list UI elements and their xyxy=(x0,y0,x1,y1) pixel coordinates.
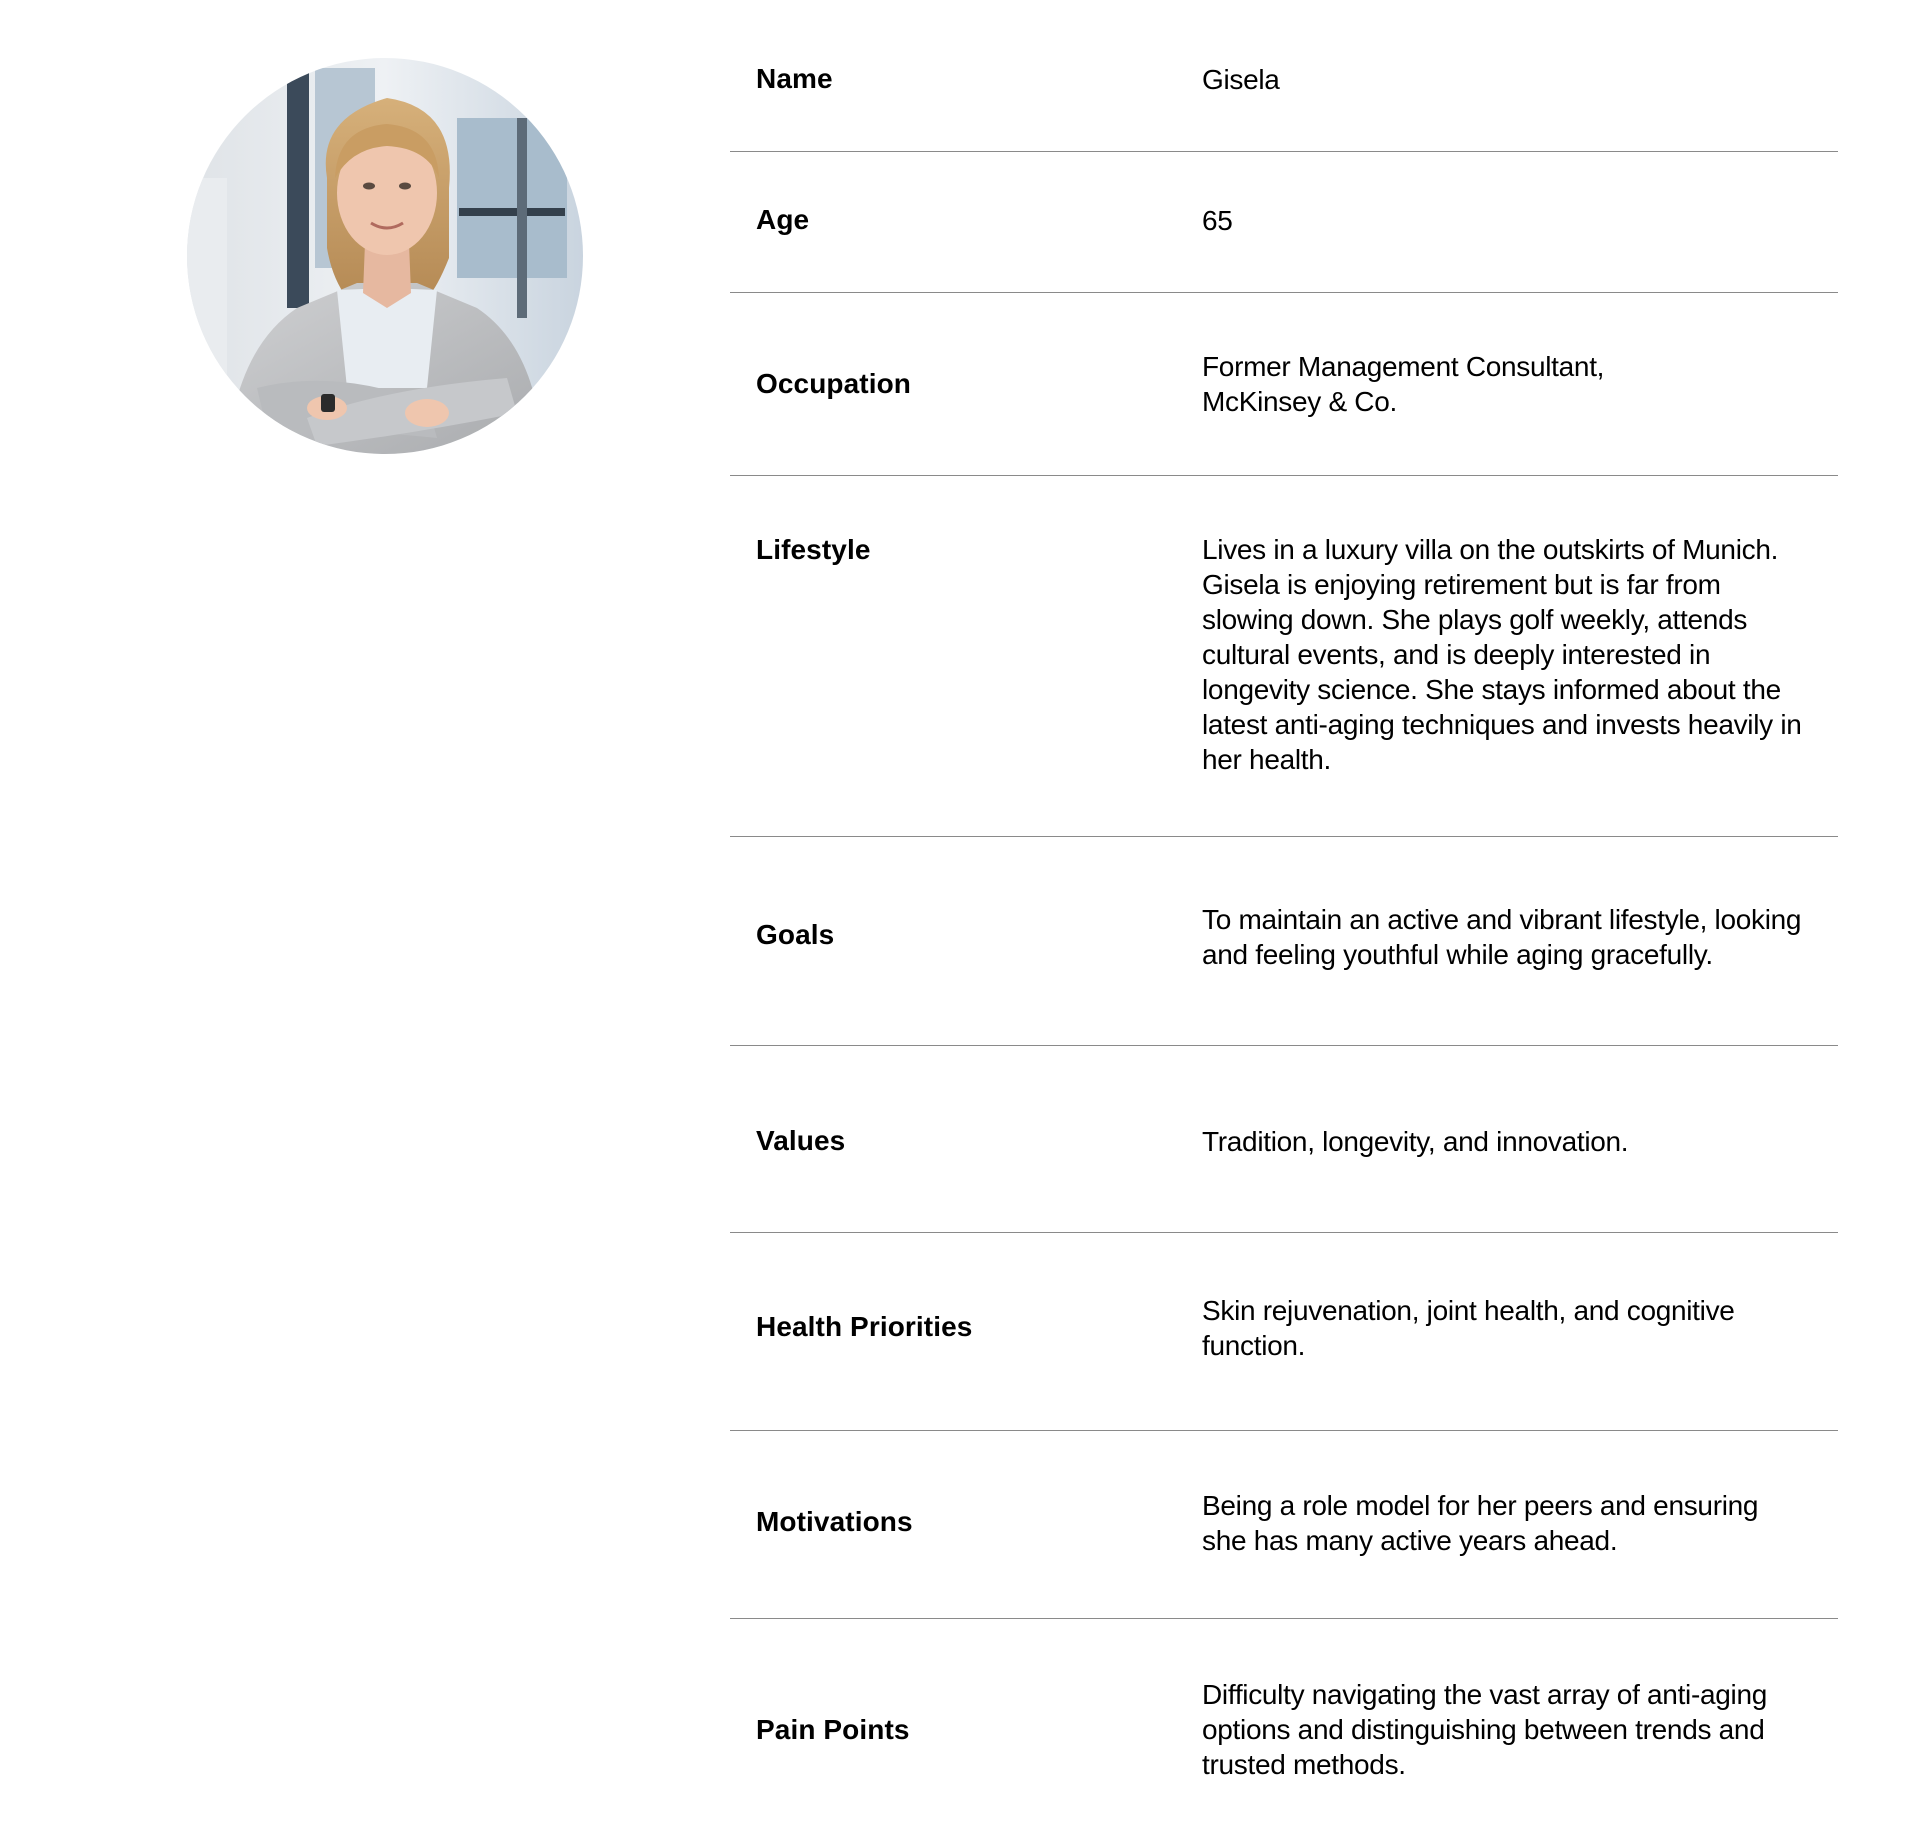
row-value: Skin rejuvenation, joint health, and cognitive function. xyxy=(1202,1295,1735,1361)
table-row-name xyxy=(730,24,1838,134)
row-value: Difficulty navigating the vast array of anti-aging options and distinguishing between trends and trusted methods. xyxy=(1202,1679,1768,1780)
row-label: Motivations xyxy=(756,1506,913,1537)
row-label: Health Priorities xyxy=(756,1311,973,1342)
row-value: To maintain an active and vibrant lifestyle, looking and feeling youthful while aging gracefully. xyxy=(1202,904,1802,970)
table-row-values xyxy=(730,1046,1838,1232)
woman-portrait-icon xyxy=(187,58,583,454)
table-row-occupation xyxy=(730,293,1838,475)
table-row-age xyxy=(730,152,1838,292)
table-row-goals xyxy=(730,837,1838,1045)
row-label: Goals xyxy=(756,919,835,950)
row-label: Lifestyle xyxy=(756,534,871,565)
table-row-motivations xyxy=(730,1431,1838,1618)
row-value: Gisela xyxy=(1202,64,1280,95)
profile-photo xyxy=(187,58,583,454)
row-value: Being a role model for her peers and ensuring she has many active years ahead. xyxy=(1202,1490,1759,1556)
row-value: 65 xyxy=(1202,205,1233,236)
row-label: Name xyxy=(756,63,833,94)
table-row-health-priorities xyxy=(730,1233,1838,1430)
row-label: Age xyxy=(756,204,810,235)
row-label: Pain Points xyxy=(756,1714,910,1745)
row-value: Former Management Consultant, McKinsey & Co. xyxy=(1202,351,1605,417)
table-row-lifestyle xyxy=(730,476,1838,836)
row-value: Tradition, longevity, and innovation. xyxy=(1202,1126,1629,1157)
row-label: Occupation xyxy=(756,368,912,399)
row-label: Values xyxy=(756,1125,846,1156)
row-value: Lives in a luxury villa on the outskirts of Munich. Gisela is enjoying retirement but is far from slowing down. She plays golf weekly, attends cultural events, and is deeply interested in longevity science. She stays informed about the latest anti-aging techniques and invests heavily in her health. xyxy=(1202,534,1802,775)
table-row-pain-points xyxy=(730,1619,1838,1829)
